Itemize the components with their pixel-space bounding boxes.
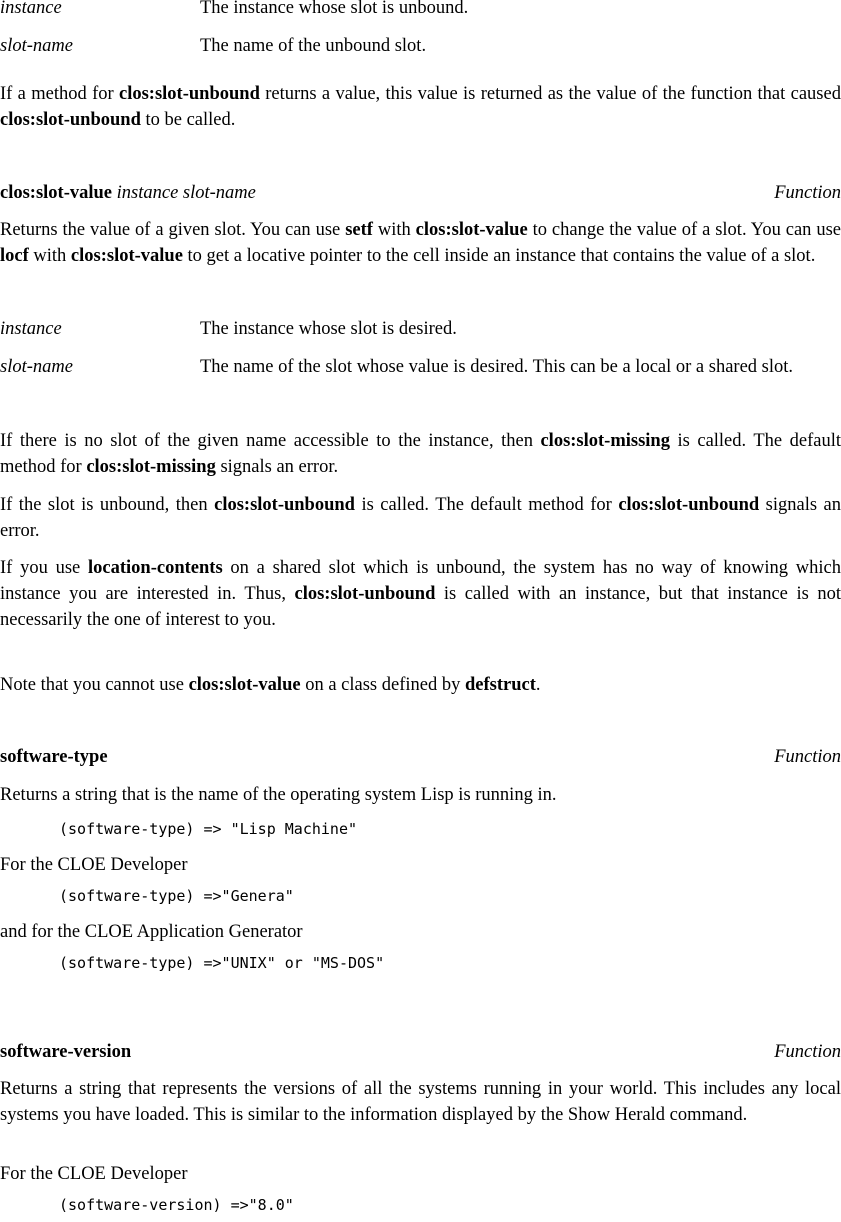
entry-name: software-version: [0, 1042, 132, 1062]
entry-heading-software-version: [0, 1039, 841, 1065]
entry-heading-slot-value: [0, 180, 841, 206]
entry-name: clos:slot-value: [0, 183, 113, 203]
developer-label: For the CLOE Developer: [0, 855, 188, 875]
entry-kind: Function: [774, 747, 841, 767]
location-contents-paragraph: If you use location-contents on a shared slot which is unbound, the system has no way of knowing which instance you are interested in. Thus, clos:slot-unbound is called with an instance, but that instance is not necessarily the one of interest to you.: [0, 558, 841, 630]
slot-unbound-paragraph: If the slot is unbound, then clos:slot-unbound is called. The default method for clos:slot-unbound signals an error.: [0, 495, 841, 541]
arg-desc: The name of the unbound slot.: [200, 36, 427, 56]
arg-desc: The name of the slot whose value is desired. This can be a local or a shared slot.: [200, 357, 794, 377]
arg-row-instance: [0, 0, 841, 21]
arg-desc: The instance whose slot is unbound.: [200, 0, 469, 18]
arg-desc: The instance whose slot is desired.: [200, 319, 457, 339]
arg-row-instance: [0, 316, 841, 342]
entry-kind: Function: [774, 183, 841, 203]
entry-kind: Function: [774, 1042, 841, 1062]
software-version-description: Returns a string that represents the versions of all the systems running in your world. This includes any local systems you have loaded. This is similar to the information displayed by the Show Herald command.: [0, 1079, 841, 1125]
software-type-description: Returns a string that is the name of the operating system Lisp is running in.: [0, 785, 557, 805]
arg-term: slot-name: [0, 357, 73, 377]
entry-name: software-type: [0, 747, 108, 767]
defstruct-paragraph: Note that you cannot use clos:slot-value on a class defined by defstruct.: [0, 675, 541, 695]
arg-term: instance: [0, 0, 62, 18]
arg-row-slot-name: [0, 33, 841, 59]
arg-term: instance: [0, 319, 62, 339]
developer-label: For the CLOE Developer: [0, 1164, 188, 1184]
arg-row-slot-name: [0, 354, 841, 380]
code-example: (software-type) =>"Genera": [59, 887, 294, 905]
code-example: (software-type) =>"UNIX" or "MS-DOS": [59, 954, 385, 972]
entry-heading-software-type: [0, 744, 841, 770]
slot-value-intro: Returns the value of a given slot. You can use setf with clos:slot-value to change the value of a slot. You can use locf with clos:slot-value to get a locative pointer to the cell inside an instance that contains the value of a slot.: [0, 220, 841, 266]
unbound-return-paragraph: If a method for clos:slot-unbound returns a value, this value is returned as the value of the function that caused clos:slot-unbound to be called.: [0, 84, 841, 130]
arg-term: slot-name: [0, 36, 73, 56]
code-example: (software-type) => "Lisp Machine": [59, 820, 358, 838]
app-generator-label: and for the CLOE Application Generator: [0, 922, 303, 942]
code-example: (software-version) =>"8.0": [59, 1196, 294, 1214]
slot-missing-paragraph: If there is no slot of the given name accessible to the instance, then clos:slot-missing is called. The default method for clos:slot-missing signals an error.: [0, 431, 841, 477]
entry-args: instance slot-name: [116, 183, 256, 203]
